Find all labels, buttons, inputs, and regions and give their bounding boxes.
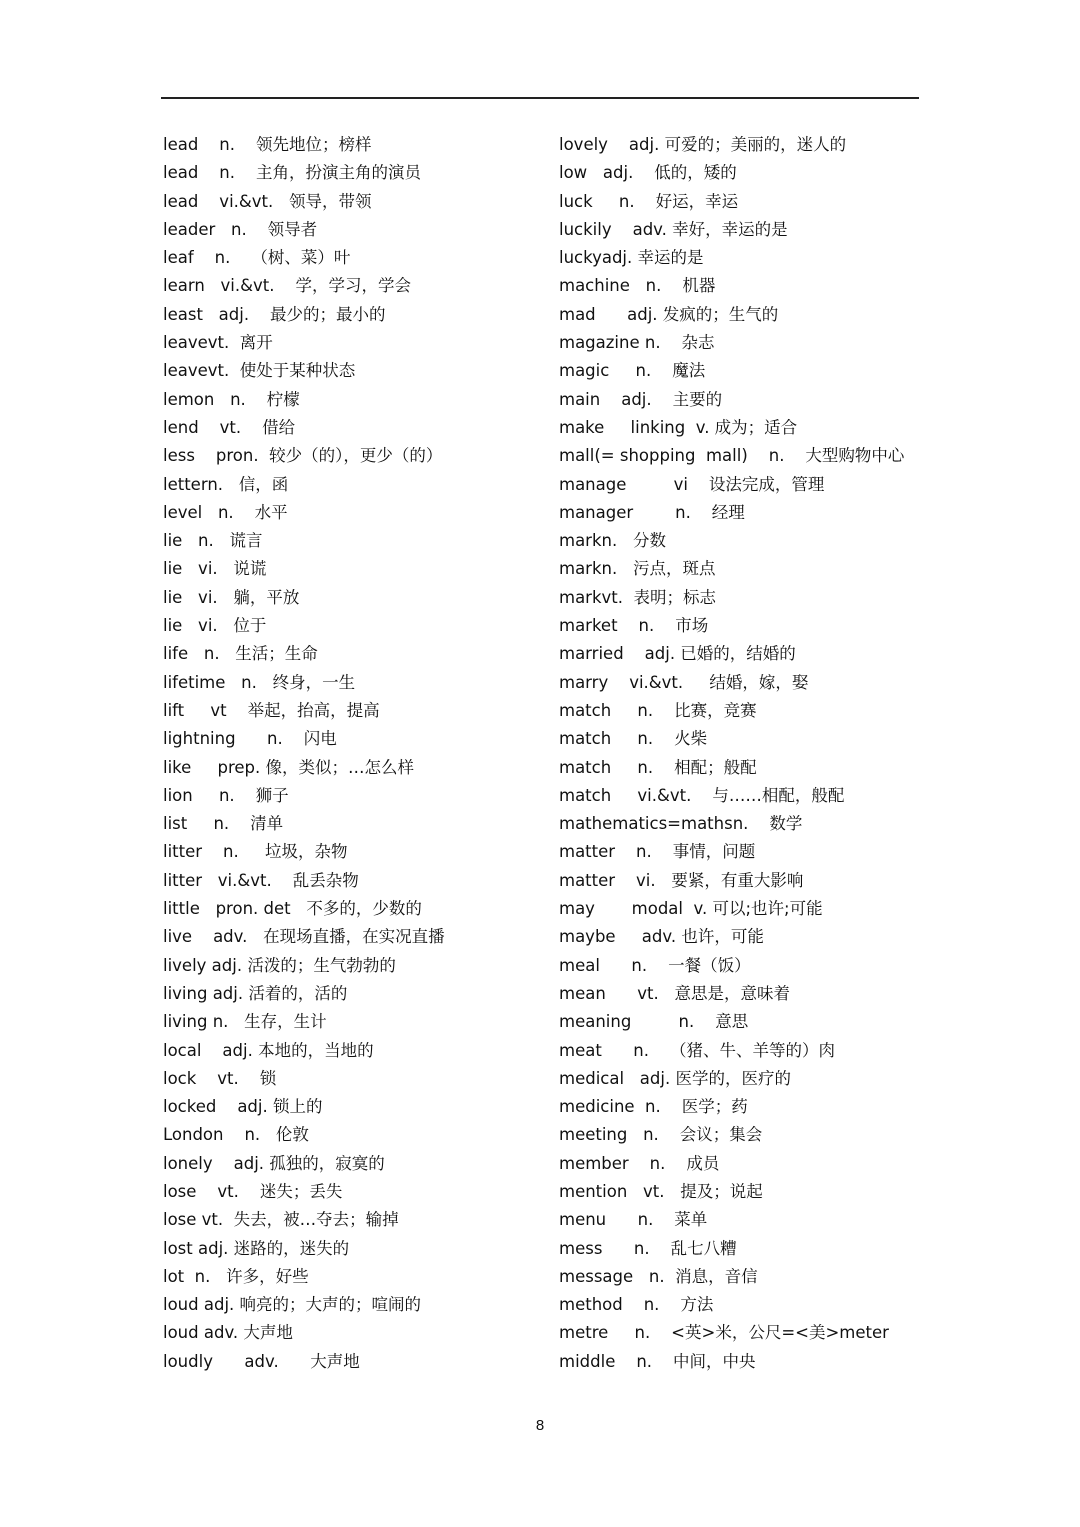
list-item: like prep. 像，类似；…怎么样 [163,757,415,777]
list-item: loud adj. 响亮的；大声的；喧闹的 [163,1295,422,1315]
list-item: main adj. 主要的 [559,389,723,409]
list-item: matter vi. 要紧，有重大影响 [559,870,804,890]
list-item: leaf n. （树、菜）叶 [163,248,351,268]
list-item: lie vi. 躺，平放 [163,587,300,607]
list-item: litter n. 垃圾，杂物 [163,842,348,862]
list-item: lie vi. 位于 [163,616,267,636]
list-item: litter vi.&vt. 乱丢杂物 [163,870,359,890]
list-item: locked adj. 锁上的 [163,1097,323,1117]
list-item: metre n. <英>米，公尺=<美>meter [559,1323,889,1343]
list-item: member n. 成员 [559,1153,720,1173]
list-item: may modal v. 可以;也许;可能 [559,899,823,919]
list-item: lift vt 举起，抬高，提高 [163,700,380,720]
list-item: lifetime n. 终身，一生 [163,672,356,692]
list-item: market n. 市场 [559,616,709,636]
list-item: living adj. 活着的，活的 [163,983,348,1003]
right-column [559,131,929,1376]
list-item: leavevt. 离开 [163,333,273,353]
list-item: live adv. 在现场直播，在实况直播 [163,927,445,947]
list-item: low adj. 低的，矮的 [559,163,737,183]
list-item: match n. 比赛，竞赛 [559,700,757,720]
list-item: match n. 相配；般配 [559,757,757,777]
list-item: marry vi.&vt. 结婚，嫁，娶 [559,672,809,692]
list-item: meaning n. 意思 [559,1012,749,1032]
list-item: lead n. 领先地位；榜样 [163,135,372,154]
list-item: mad adj. 发疯的；生气的 [559,304,779,324]
list-item: message n. 消息，音信 [559,1266,758,1286]
list-item: living n. 生存，生计 [163,1012,327,1032]
list-item: mention vt. 提及；说起 [559,1181,763,1201]
list-item: maybe adv. 也许，可能 [559,927,764,947]
list-item: lead n. 主角，扮演主角的演员 [163,163,421,183]
list-item: markvt. 表明；标志 [559,587,716,607]
list-item: mall(= shopping mall) n. 大型购物中心 [559,446,905,466]
list-item: lettern. 信，函 [163,474,289,494]
page-number: 8 [535,1417,545,1434]
list-item: lose vt. 迷失；丢失 [163,1181,343,1201]
list-item: medicine n. 医学；药 [559,1097,748,1117]
list-item: lose vt. 失去，被…夺去；输掉 [163,1210,399,1230]
left-column [163,131,543,1376]
list-item: loudly adv. 大声地 [163,1351,360,1371]
list-item: lively adj. 活泼的；生气勃勃的 [163,955,396,975]
list-item: machine n. 机器 [559,276,716,296]
list-item: level n. 水平 [163,502,288,522]
list-item: method n. 方法 [559,1295,714,1315]
list-item: lost adj. 迷路的，迷失的 [163,1238,350,1258]
list-item: menu n. 菜单 [559,1210,708,1230]
list-item: luckily adv. 幸好，幸运的是 [559,219,788,239]
list-item: leader n. 领导者 [163,219,318,239]
list-item: lend vt. 借给 [163,417,296,437]
list-item: manage vi 设法完成，管理 [559,474,825,494]
list-item: lock vt. 锁 [163,1068,277,1088]
list-item: markn. 分数 [559,531,666,551]
list-item: mathematics=mathsn. 数学 [559,814,803,834]
list-item: meal n. 一餐（饭） [559,955,751,975]
list-item: lead vi.&vt. 领导，带领 [163,191,372,211]
list-item: medical adj. 医学的，医疗的 [559,1068,791,1088]
list-item: least adj. 最少的；最小的 [163,304,386,324]
list-item: learn vi.&vt. 学，学习，学会 [163,276,411,296]
list-item: meat n. （猪、牛、羊等的）肉 [559,1040,835,1060]
list-item: lonely adj. 孤独的，寂寞的 [163,1153,385,1173]
list-item: life n. 生活；生命 [163,644,318,664]
list-item: markn. 污点，斑点 [559,559,716,579]
list-item: match vi.&vt. 与……相配，般配 [559,785,845,805]
list-item: make linking v. 成为；适合 [559,417,798,437]
list-item: list n. 清单 [163,814,284,834]
list-item: lightning n. 闪电 [163,729,337,749]
list-item: little pron. det 不多的，少数的 [163,899,422,919]
list-item: lovely adj. 可爱的；美丽的，迷人的 [559,135,847,154]
list-item: lion n. 狮子 [163,785,289,805]
list-item: luckyadj. 幸运的是 [559,248,704,268]
list-item: London n. 伦敦 [163,1125,309,1145]
list-item: lie vi. 说谎 [163,559,267,579]
list-item: meeting n. 会议；集会 [559,1125,763,1145]
list-item: less pron. 较少（的），更少（的） [163,446,443,466]
list-item: matter n. 事情，问题 [559,842,756,862]
list-item: lot n. 许多，好些 [163,1266,309,1286]
list-item: middle n. 中间，中央 [559,1351,756,1371]
list-item: mean vt. 意思是，意味着 [559,983,790,1003]
list-item: married adj. 已婚的，结婚的 [559,644,796,664]
list-item: match n. 火柴 [559,729,708,749]
list-item: leavevt. 使处于某种状态 [163,361,356,381]
list-item: local adj. 本地的，当地的 [163,1040,374,1060]
list-item: manager n. 经理 [559,502,745,522]
list-item: loud adv. 大声地 [163,1323,293,1343]
list-item: lie n. 谎言 [163,531,263,551]
list-item: mess n. 乱七八糟 [559,1238,737,1258]
list-item: magazine n. 杂志 [559,333,715,353]
list-item: magic n. 魔法 [559,361,706,381]
header-rule [161,97,919,99]
list-item: lemon n. 柠檬 [163,389,300,409]
list-item: luck n. 好运，幸运 [559,191,739,211]
